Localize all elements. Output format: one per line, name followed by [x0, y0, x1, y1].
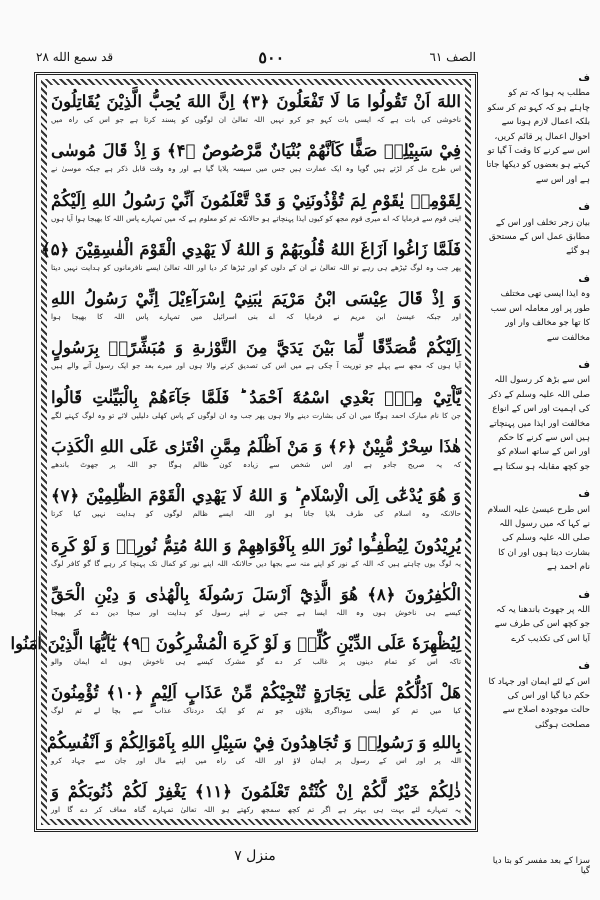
margin-note — [486, 589, 590, 647]
page-number: ٥٠٠ — [258, 47, 285, 67]
arabic-text: لِيُظْهِرَهٗ عَلَى الدِّيْنِ كُلِّهٖ وَ لَوْ كَرِهَ الْمُشْرِكُونَ ﴿۹﴾ يٰٓاَيُّهَا الَّذِيْنَ اٰمَنُوا — [10, 634, 461, 654]
verse-line — [51, 286, 461, 322]
arabic-text: لِقَوْمِهٖ يٰقَوْمِ لِمَ تُؤْذُونَنِيْ وَ قَدْ تَّعْلَمُونَ اَنِّيْ رَسُولُ اللهِ اِلَيْكُمْ — [51, 190, 461, 210]
arabic-text: يَّاْتِيْ مِنْۢ بَعْدِي اسْمُهٗٓ اَحْمَدُ ؕ فَلَمَّا جَآءَهُمْ بِالْبَيِّنٰتِ قَالُوا — [51, 387, 461, 407]
urdu-translation: اس طرح مل کر لڑتے ہیں گویا وہ ایک عمارت ہیں جس میں سیسہ پلایا گیا ہے اور وہ وقت قابل ذکر ہے جبکہ موسیٰ نے — [51, 164, 461, 174]
margin-note — [486, 201, 590, 259]
ornamental-border — [10, 79, 471, 825]
urdu-translation: کہ یہ صریح جادو ہے اور اس شخص سے زیادہ کون ظالم ہوگا جو اللہ پر جھوٹ باندھے — [51, 459, 461, 469]
note-marker: ف — [578, 589, 590, 601]
urdu-translation: کیا میں تم کو ایسی سوداگری بتلاؤں جو تم کو ایک دردناک عذاب سے بچا لے تم لوگ — [51, 706, 461, 716]
margin-note — [486, 488, 590, 574]
arabic-text: وَ هُوَ يُدْعٰٓى اِلَى الْاِسْلَامِ ؕ وَ اللهُ لَا يَهْدِي الْقَوْمَ الظّٰلِمِيْنَ ﴿۷﴾ — [51, 486, 461, 506]
note-marker: ف — [578, 202, 590, 214]
margin-note — [486, 359, 590, 474]
verse-line — [51, 188, 461, 224]
urdu-translation: جن کا نام مبارک احمد ہوگا میں ان کی بشارت دینے والا ہوں پھر جب وہ ان لوگوں کے پاس کھلی دلیلیں لائے تو وہ لوگ کہنے لگے — [51, 410, 461, 420]
verse-line — [41, 237, 461, 273]
margin-notes — [486, 72, 590, 832]
bottom-margin-note: سزا کے بعد مفسر کو بتا دیا گیا — [492, 856, 590, 876]
verse-line — [51, 89, 461, 125]
arabic-text: وَ اِذْ قَالَ عِيْسَى ابْنُ مَرْيَمَ يٰبَنِيْٓ اِسْرَآءِيْلَ اِنِّيْ رَسُولُ اللهِ — [51, 289, 461, 309]
verse-line — [51, 335, 461, 371]
arabic-text: الْكٰفِرُونَ ﴿۸﴾ هُوَ الَّذِيْٓ اَرْسَلَ رَسُولَهٗ بِالْهُدٰى وَ دِيْنِ الْحَقِّ — [51, 584, 462, 604]
verse-line — [51, 779, 461, 815]
urdu-translation: پھر جب وہ لوگ ٹیڑھے ہی رہے تو اللہ تعالیٰ نے ان کے دلوں کو اور ٹیڑھا کر دیا اور اللہ تعالیٰ ایسے نافرمانوں کو ہدایت نہیں دیتا — [51, 262, 461, 272]
note-marker: ف — [578, 273, 590, 285]
verse-line — [51, 533, 461, 569]
note-text: مطلب یہ ہوا کہ تم کو چاہئے ہو کہ کہو تم کر سکو بلکہ اعمال لازم ہونا سے احوال اعمال پر قائم کریں، اس سے کرنے کا وقت آ گیا تو کہتے ہو بعضوں کو دیکھا جاتا ہے اور اس سے — [486, 88, 590, 185]
verse-lines — [10, 89, 462, 815]
surah-name: الصف ٦١ — [429, 50, 476, 64]
urdu-translation: ناخوشی کی بات ہے کہ ایسی بات کہو جو کرو نہیں اللہ تعالیٰ ان لوگوں کو پسند کرتا ہے جو اس کی راہ میں — [51, 115, 461, 124]
urdu-translation: تاکہ اس کو تمام دینوں پر غالب کر دے گو مشرک کیسے ہی ناخوش ہوں اے ایمان والو — [51, 657, 461, 667]
urdu-translation: حالانکہ وہ اسلام کی طرف بلایا جاتا ہو اور اللہ ایسے ظالم لوگوں کو ہدایت نہیں کیا کرتا — [51, 509, 461, 519]
arabic-text: اِلَيْكُمْ مُّصَدِّقًا لِّمَا بَيْنَ يَدَيَّ مِنَ التَّوْرٰىةِ وَ مُبَشِّرًاۢ بِرَسُولٍ — [51, 338, 461, 358]
arabic-text: يُرِيْدُونَ لِيُطْفِـُٔوا نُورَ اللهِ بِاَفْوَاهِهِمْ وَ اللهُ مُتِمُّ نُورِهٖ وَ لَوْ كَرِهَ — [51, 535, 461, 555]
note-text: اس طرح عیسیٰ علیہ السلام نے کہا کہ میں رسول اللہ صلی اللہ علیہ وسلم کی بشارت دیتا ہوں اور ان کا نام احمد ہے — [487, 504, 590, 573]
verse-line — [46, 730, 461, 766]
arabic-text: ذٰلِكُمْ خَيْرٌ لَّكُمْ اِنْ كُنْتُمْ تَعْلَمُونَ ﴿۱۱﴾ يَغْفِرْ لَكُمْ ذُنُوبَكُمْ وَ — [51, 781, 461, 801]
verse-line — [51, 582, 461, 618]
note-marker: ف — [578, 73, 590, 84]
margin-note — [486, 273, 590, 345]
verse-line — [51, 483, 461, 519]
verse-line — [51, 385, 461, 421]
urdu-translation: آیا ہوں کہ مجھ سے پہلے جو توریت آ چکی ہے میں اس کی تصدیق کرنے والا ہوں اور میرے بعد جو ایک رسول آنے والے ہیں — [51, 361, 461, 371]
note-marker: ف — [578, 489, 590, 501]
arabic-text: هٰذَا سِحْرٌ مُّبِيْنٌ ﴿۶﴾ وَ مَنْ اَظْلَمُ مِمَّنِ افْتَرٰى عَلَى اللهِ الْكَذِبَ — [51, 436, 461, 456]
juz-name: قد سمع الله ٢٨ — [36, 50, 114, 64]
margin-note — [486, 660, 590, 732]
urdu-translation: اللہ پر اور اس کے رسول پر ایمان لاؤ اور اللہ کی راہ میں اپنے مال اور جان سے جہاد کرو — [51, 755, 461, 765]
urdu-translation: یہ لوگ یوں چاہتے ہیں کہ اللہ کے نور کو اپنے منہ سے بجھا دیں حالانکہ اللہ اپنے نور کو کمال تک پہنچا کر رہے گا گو کافر لوگ — [51, 558, 461, 568]
text-frame — [10, 72, 478, 832]
arabic-text: بِاللهِ وَ رَسُولِهٖ وَ تُجَاهِدُونَ فِيْ سَبِيْلِ اللهِ بِاَمْوَالِكُمْ وَ اَنْفُسِكُمْ — [46, 732, 461, 752]
urdu-translation: اپنی قوم سے فرمایا کہ اے میری قوم مجھ کو کیوں ایذا پہنچاتے ہو حالانکہ تم کو معلوم ہے کہ میں تمہارے پاس اللہ کا بھیجا ہوا آیا ہوں — [51, 213, 461, 223]
urdu-translation: اور جبکہ عیسیٰ ابن مریم نے فرمایا کہ اے بنی اسرائیل میں تمہارے پاس اللہ کا بھیجا ہوا — [51, 312, 461, 322]
verse-line — [51, 680, 461, 716]
urdu-translation: کیسے ہی ناخوش ہوں وہ اللہ ایسا ہے جس نے اپنے رسول کو ہدایت اور سچا دین دے کر بھیجا — [51, 607, 461, 617]
verse-line — [10, 631, 461, 667]
page-header — [36, 44, 476, 70]
margin-note — [486, 72, 590, 187]
note-text: اس سے بڑھ کر رسول اللہ صلی اللہ علیہ وسلم کے ذکر کی اہمیت اور اس کے انواع مخالفت اور ایذا میں پہنچاتے ہیں اس سے کرنے کا حکم اور اس کے ساتھ اسلام کو جو کچھ مقابلہ ہو سکتا ہے — [488, 375, 590, 472]
note-marker: ف — [578, 661, 590, 673]
manzil-label: منزل ۷ — [234, 848, 276, 864]
arabic-text: اللهَ اَنْ تَقُولُوا مَا لَا تَفْعَلُونَ ﴿۳﴾ اِنَّ اللهَ يُحِبُّ الَّذِيْنَ يُقَاتِلُونَ — [51, 92, 462, 111]
verse-line — [51, 138, 461, 174]
verse-line — [51, 434, 461, 470]
arabic-text: هَلْ اَدُلُّكُمْ عَلٰى تِجَارَةٍ تُنْجِيْكُمْ مِّنْ عَذَابٍ اَلِيْمٍ ﴿۱۰﴾ تُؤْمِنُونَ — [51, 683, 461, 703]
note-text: اللہ پر جھوٹ باندھنا یہ کہ جو کچھ اس کی طرف سے آیا اس کی تکذیب کرے — [494, 605, 590, 644]
urdu-translation: یہ تمہارے لئے بہت ہی بہتر ہے اگر تم کچھ سمجھ رکھتے ہو اللہ تعالیٰ تمہارے گناہ معاف کر دے گا اور — [51, 804, 461, 814]
note-text: بیان زجر تخلف اور اس کے مطابق عمل اس کے مستحق ہو گئے — [489, 217, 590, 257]
note-text: وہ ایذا ایسی تھی مختلف طور پر اور معاملہ اس سب کا تھا جو مخالف وار اور مخالفت سے — [490, 289, 590, 343]
arabic-text: فِيْ سَبِيْلِهٖ صَفًّا كَاَنَّهُمْ بُنْيَانٌ مَّرْصُوصٌ ﴿۴﴾ وَ اِذْ قَالَ مُوسٰى — [51, 141, 462, 161]
arabic-text: فَلَمَّا زَاغُوا اَزَاغَ اللهُ قُلُوبَهُمْ وَ اللهُ لَا يَهْدِي الْقَوْمَ الْفٰسِقِيْنَ ﴿۵﴾ — [41, 239, 461, 259]
note-marker: ف — [578, 359, 590, 371]
note-text: اس کے لئے ایمان اور جہاد کا حکم دیا گیا اور اس کی حالت موجودہ اصلاح سے مصلحت ہوگئی — [488, 676, 590, 730]
